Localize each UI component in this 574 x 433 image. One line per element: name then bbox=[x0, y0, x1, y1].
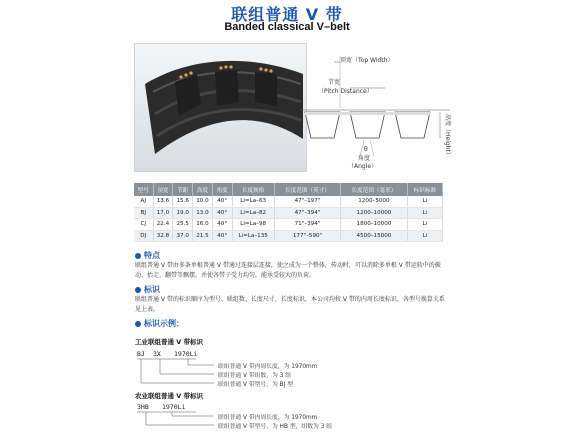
page-subtitle: Banded classical V–belt bbox=[224, 21, 350, 33]
col-header: 长度范围（毫米） bbox=[341, 183, 407, 196]
code-part-length: 1970Li bbox=[162, 403, 186, 411]
col-header: 高度 bbox=[193, 183, 213, 196]
table-cell: 4500–15000 bbox=[341, 230, 407, 242]
table-cell: 13.0 bbox=[193, 207, 213, 219]
table-cell: 17.0 bbox=[153, 207, 173, 219]
table-cell: Li bbox=[407, 230, 442, 242]
table-cell: Li bbox=[407, 196, 442, 207]
table-cell: DJ bbox=[134, 230, 153, 242]
table-cell: Li=La–135 bbox=[232, 230, 274, 242]
table-cell: 40° bbox=[212, 196, 232, 207]
table-cell: 1800–10000 bbox=[341, 219, 407, 231]
table-cell: 1200–10000 bbox=[341, 207, 407, 219]
table-cell: 40° bbox=[212, 207, 232, 219]
col-header: 节距 bbox=[173, 183, 193, 196]
features-heading: 特点 bbox=[135, 250, 160, 261]
agricultural-desc: 联组普通 V 带型号，为 HB 型，组数为 3 组 bbox=[218, 424, 332, 430]
table-cell: 47"–394" bbox=[274, 207, 340, 219]
table-cell: 16.0 bbox=[193, 219, 213, 231]
industrial-desc: 联组普通 V 带组数，为 3 组 bbox=[218, 373, 291, 379]
col-header: 长度范围（英寸） bbox=[274, 183, 340, 196]
table-cell: 71"–394" bbox=[274, 219, 340, 231]
table-cell: 32.8 bbox=[153, 230, 173, 242]
col-header: 顶宽 bbox=[153, 183, 173, 196]
features-text: 联组普通 V 带由多条单根普通 V 带通过连接层连接，使之成为一个整体，传动时，可以消除多单根 V 带运转中的振动、抬走、翻带等飘摆，并使各带子受力均匀，能承受较大的负荷。 bbox=[135, 262, 441, 279]
code-part-groups: 3X bbox=[153, 350, 161, 358]
table-cell: Li=La–63 bbox=[232, 196, 274, 207]
table-cell: 40° bbox=[212, 230, 232, 242]
page-title: 联组普通 V 带 bbox=[231, 5, 343, 24]
code-part-type: BJ bbox=[137, 350, 145, 358]
col-header: 角度 bbox=[212, 183, 232, 196]
table-cell: Li bbox=[407, 207, 442, 219]
table-cell: 25.5 bbox=[173, 219, 193, 231]
table-cell: 40° bbox=[212, 219, 232, 231]
label-top-width: 顶宽（Top Width） bbox=[340, 57, 394, 64]
examples-heading: 标识示例： bbox=[135, 318, 184, 329]
code-part-type: 3HB bbox=[137, 403, 149, 411]
col-header: 型号 bbox=[134, 183, 153, 196]
table-cell: 13.6 bbox=[153, 196, 173, 207]
table-cell: 22.4 bbox=[153, 219, 173, 231]
code-part-length: 1970Li bbox=[174, 350, 198, 358]
table-cell: 177"–590" bbox=[274, 230, 340, 242]
table-cell: AJ bbox=[134, 196, 153, 207]
agricultural-example-title: 农业联组普通 V 带标识 bbox=[135, 392, 204, 400]
table-cell: 47"–197" bbox=[274, 196, 340, 207]
marking-text: 联组普通 V 带的标识顺序为型号、联组数、长度尺寸，长度标识，本公司均按 V 带的内周长度标识，各型号换算关系见上表。 bbox=[135, 296, 445, 313]
table-cell: 37.0 bbox=[173, 230, 193, 242]
label-angle-cn: 角度 bbox=[358, 155, 371, 162]
industrial-example-title: 工业联组普通 V 带标识 bbox=[135, 338, 204, 346]
agricultural-desc: 联组普通 V 带内周长度，为 1970mm bbox=[218, 415, 318, 421]
marking-heading: 标识 bbox=[135, 284, 160, 295]
table-cell: Li=La–82 bbox=[232, 207, 274, 219]
table-cell: Li=La–98 bbox=[232, 219, 274, 231]
col-header: 标识标准 bbox=[407, 183, 442, 196]
table-cell: 19.0 bbox=[173, 207, 193, 219]
table-cell: CJ bbox=[134, 219, 153, 231]
label-pitch-cn: 节宽 bbox=[328, 79, 341, 86]
label-angle-en: （Angle） bbox=[348, 163, 378, 170]
label-height: 高度（Height） bbox=[444, 114, 451, 158]
table-cell: 1200–5000 bbox=[341, 196, 407, 207]
label-theta: θ bbox=[364, 146, 368, 153]
label-pitch-en: （Pitch Distance） bbox=[318, 88, 373, 95]
table-cell: 15.6 bbox=[173, 196, 193, 207]
table-cell: 10.0 bbox=[193, 196, 213, 207]
col-header: 长度规格 bbox=[232, 183, 274, 196]
industrial-desc: 联组普通 V 带内周长度，为 1970mm bbox=[218, 364, 318, 370]
industrial-desc: 联组普通 V 带型号，为 BJ 型 bbox=[218, 382, 293, 388]
table-cell: BJ bbox=[134, 207, 153, 219]
table-cell: 21.5 bbox=[193, 230, 213, 242]
table-cell: Li bbox=[407, 219, 442, 231]
